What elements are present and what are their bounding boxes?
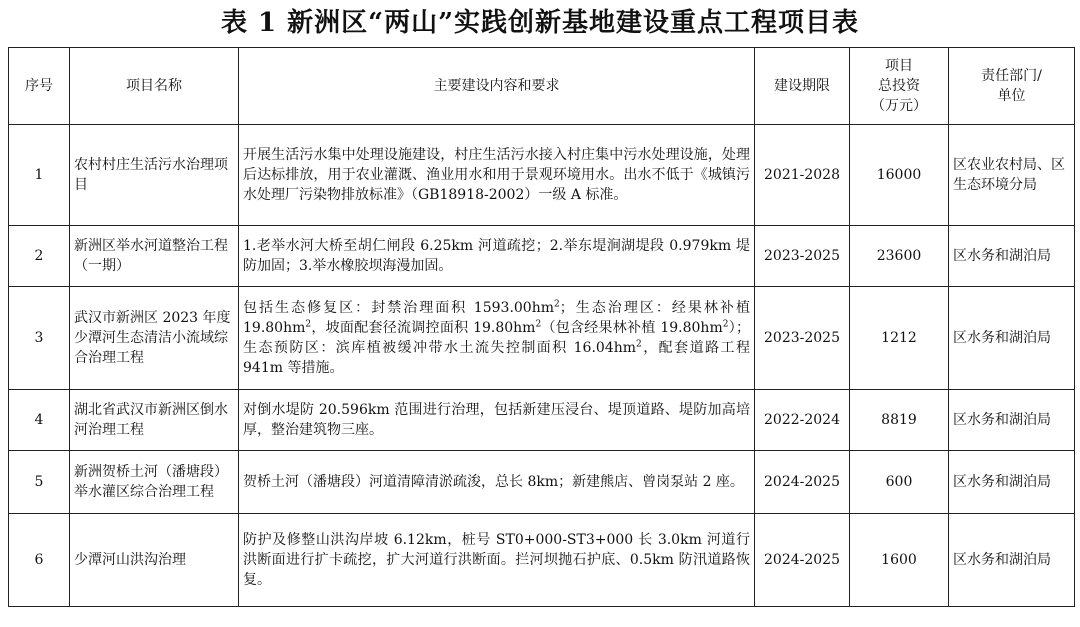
header-dept [949, 48, 1075, 125]
row-no: 4 [9, 390, 70, 451]
row-period: 2022-2024 [755, 390, 850, 451]
header-investment [850, 48, 949, 125]
row-content [239, 287, 755, 390]
row-investment: 23600 [850, 226, 949, 287]
row-dept: 区水务和湖泊局 [949, 226, 1075, 287]
row-content: 开展生活污水集中处理设施建设，村庄生活污水接入村庄集中污水处理设施，处理后达标排放，用于农业灌溉、渔业用水和用于景观环境用水。出水不低于《城镇污水处理厂污染物排放标准》（GB18918-2002）一级 A 标准。 [239, 125, 755, 226]
row-content: 贺桥土河（潘塘段）河道清障清淤疏浚，总长 8km；新建熊店、曾岗泵站 2 座。 [239, 451, 755, 514]
superscript: 2 [305, 319, 312, 330]
row-name: 新洲贺桥土河（潘塘段）举水灌区综合治理工程 [70, 451, 239, 514]
superscript: 2 [535, 319, 542, 330]
row-dept: 区水务和湖泊局 [949, 514, 1075, 607]
row-content: 对倒水堤防 20.596km 范围进行治理，包括新建压浸台、堤顶道路、堤防加高培厚，整治建筑物三座。 [239, 390, 755, 451]
row-dept: 区水务和湖泊局 [949, 287, 1075, 390]
table-row [9, 390, 1075, 451]
row-no: 2 [9, 226, 70, 287]
table-row [9, 514, 1075, 607]
header-no: 序号 [9, 48, 70, 125]
content-part: ）；生态预防区：滨库植被缓冲带水土流失控制面积 16.04hm [243, 320, 750, 356]
header-row [9, 48, 1075, 125]
projects-table [8, 47, 1075, 607]
row-name: 湖北省武汉市新洲区倒水河治理工程 [70, 390, 239, 451]
header-name: 项目名称 [70, 48, 239, 125]
content-part: ，配套道路工程 941m 等措施。 [243, 340, 750, 376]
superscript: 2 [554, 299, 560, 310]
content-part: ，坡面配套径流调控面积 19.80hm [311, 320, 536, 336]
content-part: ；生态治理区：经果林补植 19.80hm [243, 300, 750, 336]
header-investment-line2: 总投资 [878, 78, 920, 94]
row-dept: 区农业农村局、区生态环境分局 [949, 125, 1075, 226]
row-investment: 1212 [850, 287, 949, 390]
row-no: 6 [9, 514, 70, 607]
header-investment-line1: 项目 [885, 58, 913, 74]
content-part: （包含经果林补植 19.80hm [541, 320, 723, 336]
row-no: 5 [9, 451, 70, 514]
row-dept: 区水务和湖泊局 [949, 390, 1075, 451]
row-name: 新洲区举水河道整治工程（一期） [70, 226, 239, 287]
table-title: 表 1 新洲区“两山”实践创新基地建设重点工程项目表 [220, 8, 860, 38]
row-period: 2024-2025 [755, 451, 850, 514]
row-investment: 16000 [850, 125, 949, 226]
row-name: 少潭河山洪沟治理 [70, 514, 239, 607]
row-name: 武汉市新洲区 2023 年度少潭河生态清洁小流域综合治理工程 [70, 287, 239, 390]
superscript: 2 [636, 339, 642, 350]
row-content: 防护及修整山洪沟岸坡 6.12km，桩号 ST0+000-ST3+000 长 3.0km 河道行洪断面进行扩卡疏挖，扩大河道行洪断面。拦河坝抛石护底、0.5km 防汛道路恢复。 [239, 514, 755, 607]
content-part: 包括生态修复区：封禁治理面积 1593.00hm [243, 300, 554, 316]
table-row [9, 226, 1075, 287]
row-period: 2023-2025 [755, 287, 850, 390]
row-period: 2023-2025 [755, 226, 850, 287]
header-content: 主要建设内容和要求 [239, 48, 755, 125]
row-no: 3 [9, 287, 70, 390]
table-row [9, 287, 1075, 390]
row-content: 1.老举水河大桥至胡仁闸段 6.25km 河道疏挖；2.举东堤涧湖堤段 0.979km 堤防加固；3.举水橡胶坝海漫加固。 [239, 226, 755, 287]
row-investment: 600 [850, 451, 949, 514]
row-period: 2021-2028 [755, 125, 850, 226]
table-row [9, 125, 1075, 226]
row-dept: 区水务和湖泊局 [949, 451, 1075, 514]
row-investment: 1600 [850, 514, 949, 607]
row-investment: 8819 [850, 390, 949, 451]
table-row [9, 451, 1075, 514]
header-dept-line1: 责任部门/ [981, 68, 1042, 84]
header-investment-line3: （万元） [871, 98, 927, 114]
header-dept-line2: 单位 [997, 88, 1026, 104]
superscript: 2 [722, 319, 729, 330]
row-period: 2024-2025 [755, 514, 850, 607]
row-name: 农村村庄生活污水治理项目 [70, 125, 239, 226]
header-period: 建设期限 [755, 48, 850, 125]
row-no: 1 [9, 125, 70, 226]
